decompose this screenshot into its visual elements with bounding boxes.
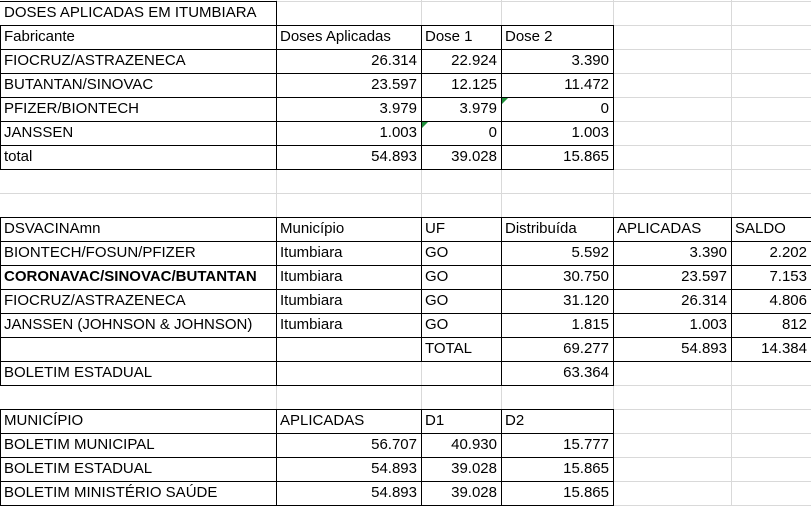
cell-border-vertical	[501, 25, 502, 169]
cell-border-horizontal	[0, 97, 614, 98]
table1-cell[interactable]: 3.390	[571, 52, 609, 69]
table2-header-cell[interactable]: UF	[425, 220, 445, 237]
table1-header-cell[interactable]: Dose 1	[425, 28, 473, 45]
cell-border-horizontal	[0, 409, 614, 410]
cell-border-vertical	[421, 409, 422, 505]
gridline-horizontal	[0, 193, 811, 194]
table3-cell[interactable]: BOLETIM MUNICIPAL	[4, 436, 155, 453]
table3-cell[interactable]: BOLETIM MINISTÉRIO SAÚDE	[4, 484, 218, 501]
comment-indicator-icon	[502, 98, 508, 104]
table1-cell[interactable]: 22.924	[451, 52, 497, 69]
table2-cell[interactable]: 23.597	[681, 268, 727, 285]
cell-border-vertical	[276, 217, 277, 361]
table2-cell[interactable]: BIONTECH/FOSUN/PFIZER	[4, 244, 196, 261]
cell-border-vertical	[421, 217, 422, 361]
table2-cell[interactable]: 1.003	[689, 316, 727, 333]
cell-border-vertical	[613, 217, 614, 361]
table2-cell[interactable]: 812	[781, 316, 807, 333]
table1-cell[interactable]: 26.314	[371, 52, 417, 69]
table2-header-cell[interactable]: APLICADAS	[617, 220, 702, 237]
table1-cell[interactable]: 0	[600, 100, 609, 117]
table1-header-cell[interactable]: Doses Aplicadas	[280, 28, 391, 45]
table3-header-cell[interactable]: APLICADAS	[280, 412, 365, 429]
cell-border-horizontal	[0, 169, 614, 170]
table2-total-cell[interactable]: TOTAL	[425, 340, 472, 357]
table2-cell[interactable]: 4.806	[769, 292, 807, 309]
table3-cell[interactable]: 15.865	[563, 460, 609, 477]
cell-border-horizontal	[0, 49, 614, 50]
cell-border-vertical	[613, 25, 614, 169]
cell-border-horizontal	[0, 289, 811, 290]
table2-cell[interactable]: CORONAVAC/SINOVAC/BUTANTAN	[4, 268, 257, 285]
cell-border-vertical	[421, 25, 422, 169]
table2-cell[interactable]: 26.314	[681, 292, 727, 309]
cell-border-horizontal	[0, 121, 614, 122]
cell-border-vertical	[0, 361, 1, 385]
table2-header-cell[interactable]: Município	[280, 220, 345, 237]
cell-border-vertical	[501, 217, 502, 361]
table3-cell[interactable]: 56.707	[371, 436, 417, 453]
table2-cell[interactable]: 30.750	[563, 268, 609, 285]
cell-border-horizontal	[0, 433, 614, 434]
cell-border-horizontal	[0, 313, 811, 314]
table1-header-cell[interactable]: Fabricante	[4, 28, 75, 45]
table2-cell[interactable]: Itumbiara	[280, 268, 343, 285]
table2-cell[interactable]: 1.815	[571, 316, 609, 333]
cell-border-horizontal	[0, 241, 811, 242]
cell-border-vertical	[613, 361, 614, 385]
table3-header-cell[interactable]: D1	[425, 412, 445, 429]
cell-border-vertical	[613, 409, 614, 505]
table2-cell[interactable]: GO	[425, 244, 449, 261]
table1-total-cell[interactable]: 39.028	[451, 148, 497, 165]
table2-cell[interactable]: 31.120	[563, 292, 609, 309]
table1-cell[interactable]: 0	[488, 124, 497, 141]
table1-cell[interactable]: JANSSEN	[4, 124, 74, 141]
table1-cell[interactable]: PFIZER/BIONTECH	[4, 100, 140, 117]
table2-cell[interactable]: 5.592	[571, 244, 609, 261]
table3-header-cell[interactable]: MUNICÍPIO	[4, 412, 84, 429]
boletim-estadual-value[interactable]: 63.364	[563, 364, 609, 381]
table1-title[interactable]: DOSES APLICADAS EM ITUMBIARA	[4, 4, 257, 21]
table1-cell[interactable]: 11.472	[564, 76, 609, 93]
table1-cell[interactable]: 1.003	[379, 124, 417, 141]
cell-border-vertical	[731, 217, 732, 361]
cell-border-vertical	[0, 217, 1, 361]
table1-cell[interactable]: BUTANTAN/SINOVAC	[4, 76, 154, 93]
table3-cell[interactable]: 15.865	[563, 484, 609, 501]
cell-border-horizontal	[0, 73, 614, 74]
table1-cell[interactable]: 3.979	[459, 100, 497, 117]
cell-border-vertical	[501, 361, 502, 385]
table2-cell[interactable]: 3.390	[689, 244, 727, 261]
comment-indicator-icon	[422, 122, 428, 128]
table2-cell[interactable]: 7.153	[769, 268, 807, 285]
table1-total-cell[interactable]: 15.865	[563, 148, 609, 165]
table2-cell[interactable]: Itumbiara	[280, 316, 343, 333]
cell-border-vertical	[276, 1, 277, 25]
table3-cell[interactable]: 15.777	[563, 436, 609, 453]
table3-cell[interactable]: 54.893	[371, 484, 417, 501]
table1-cell[interactable]: 12.125	[451, 76, 497, 93]
cell-border-horizontal	[0, 25, 614, 26]
table2-header-cell[interactable]: DSVACINAmn	[4, 220, 101, 237]
table1-cell[interactable]: FIOCRUZ/ASTRAZENECA	[4, 52, 186, 69]
table2-cell[interactable]: JANSSEN (JOHNSON & JOHNSON)	[4, 316, 253, 333]
table1-cell[interactable]: 1.003	[571, 124, 609, 141]
table3-cell[interactable]: 39.028	[451, 460, 497, 477]
cell-border-vertical	[276, 361, 277, 385]
table2-header-cell[interactable]: Distribuída	[505, 220, 577, 237]
table2-cell[interactable]: GO	[425, 316, 449, 333]
cell-border-horizontal	[0, 457, 614, 458]
table2-cell[interactable]: 2.202	[769, 244, 807, 261]
cell-border-horizontal	[0, 1, 277, 2]
table2-cell[interactable]: FIOCRUZ/ASTRAZENECA	[4, 292, 186, 309]
table2-cell[interactable]: Itumbiara	[280, 244, 343, 261]
table2-header-cell[interactable]: SALDO	[735, 220, 786, 237]
cell-border-vertical	[276, 25, 277, 169]
table3-cell[interactable]: 39.028	[451, 484, 497, 501]
table1-total-cell[interactable]: 54.893	[371, 148, 417, 165]
table3-header-cell[interactable]: D2	[505, 412, 525, 429]
cell-border-horizontal	[0, 217, 811, 218]
table2-cell[interactable]: GO	[425, 292, 449, 309]
table3-cell[interactable]: BOLETIM ESTADUAL	[4, 460, 153, 477]
table1-header-cell[interactable]: Dose 2	[505, 28, 553, 45]
table3-cell[interactable]: 54.893	[371, 460, 417, 477]
cell-border-horizontal	[0, 481, 614, 482]
table1-cell[interactable]: 23.597	[371, 76, 417, 93]
boletim-estadual-label[interactable]: BOLETIM ESTADUAL	[4, 364, 153, 381]
cell-border-horizontal	[0, 265, 811, 266]
table2-total-cell[interactable]: 54.893	[681, 340, 727, 357]
table2-total-cell[interactable]: 69.277	[563, 340, 609, 357]
table1-cell[interactable]: 3.979	[379, 100, 417, 117]
cell-border-vertical	[276, 409, 277, 505]
cell-border-horizontal	[0, 337, 811, 338]
table2-cell[interactable]: Itumbiara	[280, 292, 343, 309]
cell-border-vertical	[0, 409, 1, 505]
cell-border-horizontal	[0, 385, 614, 386]
table2-total-cell[interactable]: 14.384	[761, 340, 807, 357]
cell-border-vertical	[501, 409, 502, 505]
table2-cell[interactable]: GO	[425, 268, 449, 285]
table3-cell[interactable]: 40.930	[451, 436, 497, 453]
cell-border-vertical	[0, 25, 1, 169]
table1-total-cell[interactable]: total	[4, 148, 33, 165]
cell-border-horizontal	[0, 145, 614, 146]
